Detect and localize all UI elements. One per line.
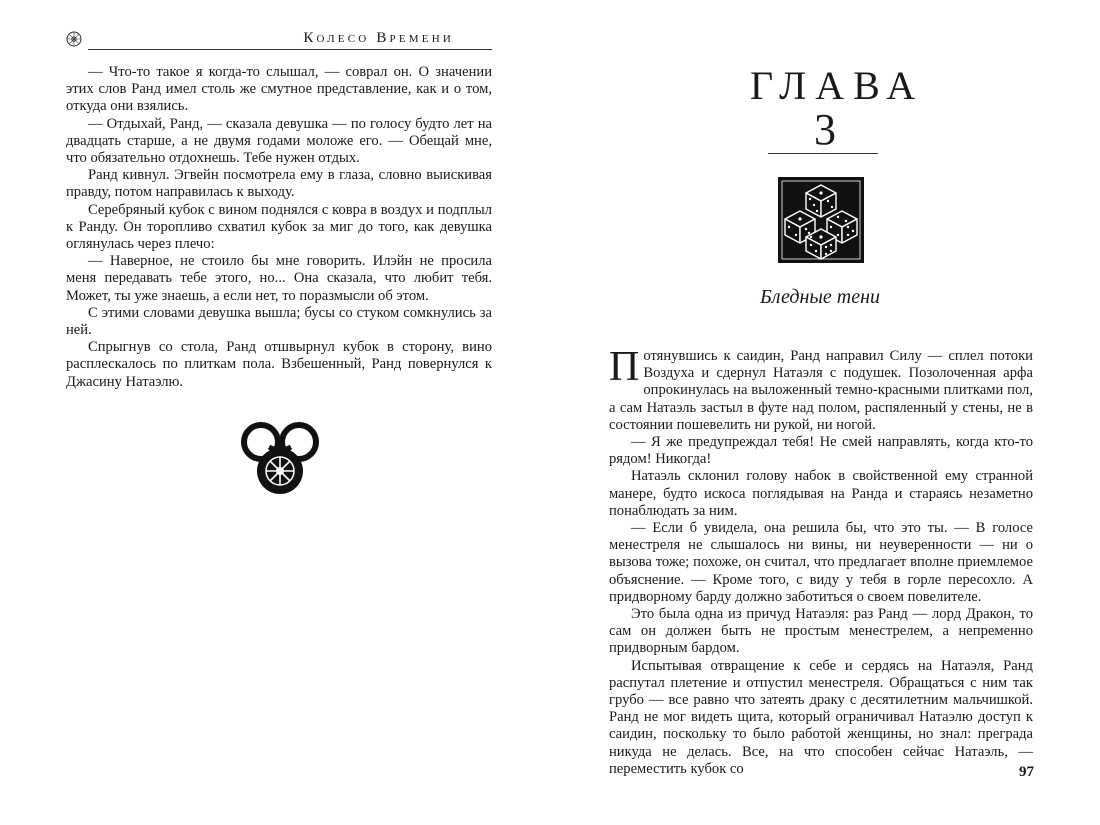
paragraph: Натаэль склонил голову набок в свойственной ему странной манере, будто искоса поглядывая на Ранда и стараясь незаметно понаблюдать за ним. [609, 468, 1033, 519]
ornament-icon [66, 31, 82, 47]
paragraph-first [609, 344, 1033, 434]
paragraph: Серебряный кубок с вином поднялся с ковра в воздух и подплыл к Ранду. Он торопливо схватил кубок за миг до того, как девушка оглянулась через плечо: [66, 201, 492, 253]
paragraph: Ранд кивнул. Эгвейн посмотрела ему в глаза, словно выискивая правду, потом направилась к выходу. [66, 167, 492, 201]
chapter-rule [768, 153, 878, 154]
chapter-label: ГЛАВА [750, 63, 925, 108]
paragraph: Спрыгнув со стола, Ранд отшвырнул кубок в сторону, вино расплескалось по плиткам пола. Взбешенный, Ранд повернулся к Джасину Натаэлю. [66, 339, 492, 390]
paragraph: Это была одна из причуд Натаэля: раз Ранд — лорд Дракон, то сам он должен быть не простым менестрелем, а непременно придворным бардом. [609, 606, 1033, 657]
paragraph: — Если б увидела, она решила бы, что это ты. — В голосе менестреля не слышалось ни вины, ни неуверенности — ни о вызова тоже; похоже, он считал, что предлагает вполне приемлемое объяснение. — Кроме того, с виду у тебя в горле пересохло. А придворному барду должно заботиться о своем повелителе. [609, 520, 1033, 605]
page-number: 97 [1019, 764, 1034, 780]
paragraph: — Наверное, не стоило бы мне говорить. Илэйн не просила меня передавать тебе этого, но... Она сказала, что любит тебя. Может, ты уже знаешь, а если нет, то поразмысли об этом. [66, 253, 492, 304]
right-body-text [609, 344, 1033, 778]
paragraph: — Что-то такое я когда-то слышал, — соврал он. О значении этих слов Ранд имел столь же смутное представление, как и о том, откуда они взялись. [66, 64, 492, 115]
paragraph-first-text: отянувшись к саидин, Ранд направил Силу — сплел потоки Воздуха и сдернул Натаэля с подушек. Позолоченная арфа опрокинулась на выложенный темно-красными плитками пол, а сам Натаэль застыл в футе над полом, распяленный у стены, не в состоянии пошевелить ни рукой, ни ногой. [609, 348, 1033, 433]
left-body-text [66, 64, 492, 391]
paragraph: Испытывая отвращение к себе и сердясь на Натаэля, Ранд распутал плетение и отпустил менестреля. Обращаться с ним так грубо — все равно что затеять драку с десятилетним мальчишкой. Ранд не мог видеть щита, который ограничивал Натаэлю доступ к саидин, поскольку то было работой женщины, но знал: преграда никуда не делась. Все, на что способен сейчас Натаэль, — переместить кубок со [609, 657, 1033, 777]
paragraph: — Отдыхай, Ранд, — сказала девушка — по голосу будто лет на двадцать старше, а не двумя годами моложе его. — Обещай мне, что обязательно отдохнешь. Тебе нужен отдых. [66, 115, 492, 167]
paragraph: С этими словами девушка вышла; бусы со стуком сомкнулись за ней. [66, 304, 492, 339]
drop-cap: П [609, 344, 640, 390]
wheel-of-time-emblem-icon [239, 417, 321, 497]
chapter-number: 3 [814, 105, 836, 154]
header-rule [88, 49, 492, 50]
dice-icon [778, 177, 864, 263]
running-title: Колесо Времени [303, 30, 454, 46]
paragraph: — Я же предупреждал тебя! Не смей направлять, когда кто-то рядом! Никогда! [609, 434, 1033, 468]
running-head [64, 28, 492, 52]
chapter-subtitle: Бледные тени [759, 286, 881, 308]
